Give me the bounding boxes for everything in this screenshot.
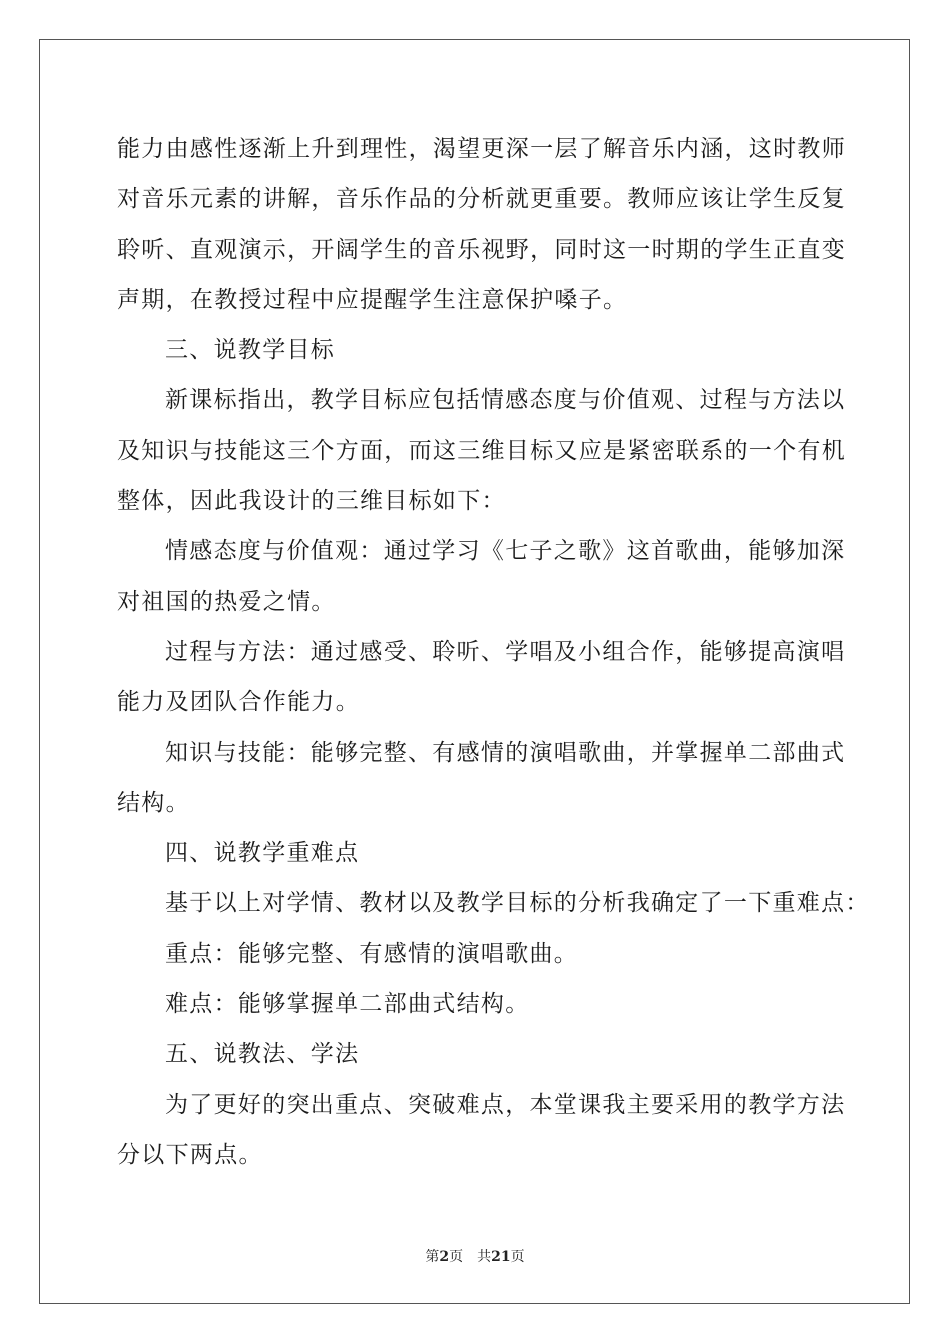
text-line: 对祖国的热爱之情。: [117, 588, 336, 615]
text-line: 结构。: [117, 789, 190, 816]
text-line: 对音乐元素的讲解，音乐作品的分析就更重要。教师应该让学生反复: [117, 186, 846, 213]
text-line: 聆听、直观演示，开阔学生的音乐视野，同时这一时期的学生正直变: [117, 236, 846, 263]
page-prefix: 第: [425, 1249, 440, 1265]
text-line: 能力及团队合作能力。: [117, 689, 360, 716]
text-line: 为了更好的突出重点、突破难点，本堂课我主要采用的教学方法: [165, 1091, 846, 1118]
text-line: 难点：能够掌握单二部曲式结构。: [165, 991, 530, 1018]
total-suffix: 页: [510, 1249, 525, 1265]
text-line: 及知识与技能这三个方面，而这三维目标又应是紧密联系的一个有机: [117, 437, 846, 464]
total-pages: 21: [491, 1249, 511, 1265]
text-line: 声期，在教授过程中应提醒学生注意保护嗓子。: [117, 286, 628, 313]
page-footer: [0, 1246, 950, 1266]
text-line: 情感态度与价值观：通过学习《七子之歌》这首歌曲，能够加深: [165, 538, 846, 565]
document-body: [117, 124, 870, 1180]
text-line: 基于以上对学情、教材以及教学目标的分析我确定了一下重难点：: [165, 890, 870, 917]
page-suffix: 页: [449, 1249, 464, 1265]
text-line: 整体，因此我设计的三维目标如下：: [117, 488, 506, 515]
text-line: 新课标指出，教学目标应包括情感态度与价值观、过程与方法以: [165, 387, 846, 414]
text-line: 分以下两点。: [117, 1141, 263, 1168]
page-number: 2: [439, 1249, 450, 1265]
text-line: 过程与方法：通过感受、聆听、学唱及小组合作，能够提高演唱: [165, 638, 846, 665]
text-line: 能力由感性逐渐上升到理性，渴望更深一层了解音乐内涵，这时教师: [117, 136, 846, 162]
text-line: 知识与技能：能够完整、有感情的演唱歌曲，并掌握单二部曲式: [165, 739, 846, 766]
section-heading: 三、说教学目标: [165, 337, 336, 364]
text-line: 重点：能够完整、有感情的演唱歌曲。: [165, 940, 579, 967]
section-heading: 五、说教法、学法: [165, 1041, 360, 1068]
section-heading: 四、说教学重难点: [165, 840, 360, 867]
total-prefix: 共: [477, 1249, 492, 1265]
